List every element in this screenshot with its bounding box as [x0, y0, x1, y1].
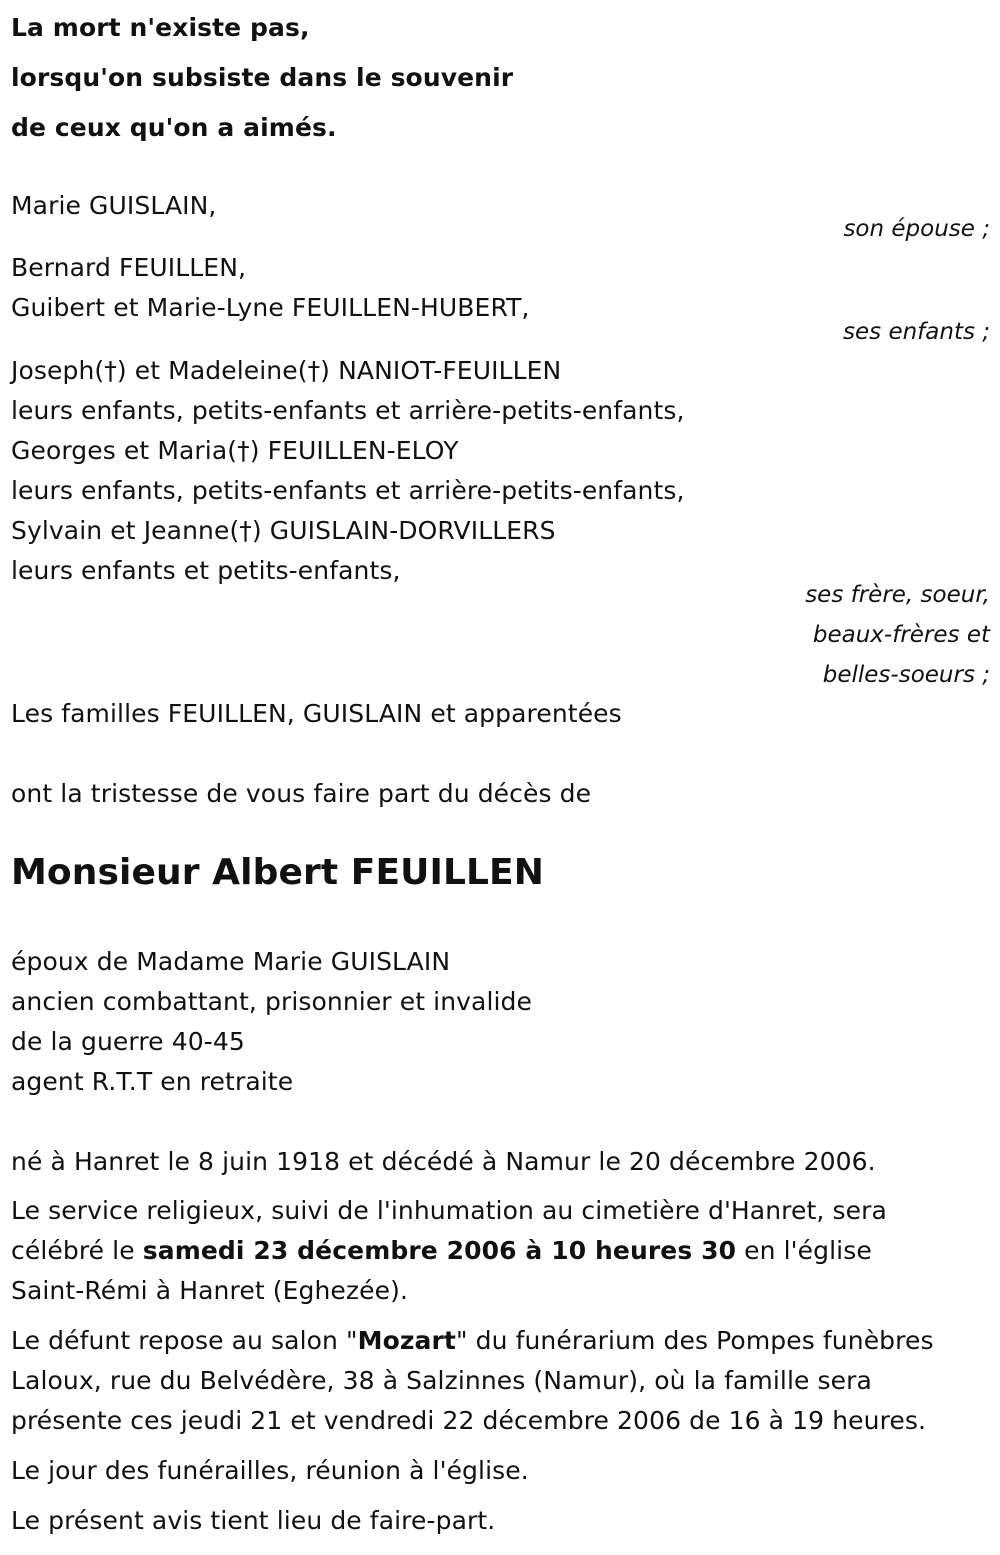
repose-post: " du funérarium des Pompes funèbres: [455, 1326, 934, 1355]
sibling-1-descendants: leurs enfants, petits-enfants et arrière-petits-enfants,: [11, 396, 685, 425]
sibling-2-names: Georges et Maria: [11, 436, 228, 465]
siblings-relation-3: belles-soeurs ;: [822, 662, 990, 688]
announcement: ont la tristesse de vous faire part du décès de: [11, 779, 592, 808]
repose-line-3: présente ces jeudi 21 et vendredi 22 décembre 2006 de 16 à 19 heures.: [11, 1406, 927, 1435]
deceased-line-1: époux de Madame Marie GUISLAIN: [11, 947, 451, 976]
child-line-1: Bernard FEUILLEN,: [11, 253, 247, 282]
sibling-1-first: Joseph: [11, 356, 95, 385]
children-relation: ses enfants ;: [843, 319, 990, 345]
families-line: Les familles FEUILLEN, GUISLAIN et apparentées: [11, 699, 622, 728]
cross-icon: (†): [227, 436, 260, 465]
service-post: en l'église: [736, 1236, 872, 1265]
sibling-1-second: et Madeleine: [134, 356, 298, 385]
cross-icon: (†): [94, 356, 127, 385]
repose-line-2: Laloux, rue du Belvédère, 38 à Salzinnes (Namur), où la famille sera: [11, 1366, 872, 1395]
deceased-name: Monsieur Albert FEUILLEN: [11, 852, 544, 893]
sibling-line-3: [11, 511, 556, 551]
spouse-relation: son épouse ;: [843, 216, 990, 242]
sibling-3-surname: GUISLAIN-DORVILLERS: [269, 516, 556, 545]
cross-icon: (†): [297, 356, 331, 385]
notice-line: Le présent avis tient lieu de faire-part.: [11, 1506, 496, 1535]
child-line-2: Guibert et Marie-Lyne FEUILLEN-HUBERT,: [11, 293, 530, 322]
sibling-2-descendants: leurs enfants, petits-enfants et arrière-petits-enfants,: [11, 476, 685, 505]
sibling-line-1: [11, 351, 561, 391]
sibling-1-surname: NANIOT-FEUILLEN: [338, 356, 562, 385]
deceased-line-4: agent R.T.T en retraite: [11, 1067, 294, 1096]
birth-death-line: né à Hanret le 8 juin 1918 et décédé à Namur le 20 décembre 2006.: [11, 1147, 876, 1176]
sibling-3-names: Sylvain et Jeanne: [11, 516, 230, 545]
reunion-line: Le jour des funérailles, réunion à l'église.: [11, 1456, 529, 1485]
cross-icon: (†): [229, 516, 262, 545]
spouse-name: Marie GUISLAIN,: [11, 191, 217, 220]
siblings-relation-1: ses frère, soeur,: [805, 582, 990, 608]
deceased-line-3: de la guerre 40-45: [11, 1027, 245, 1056]
siblings-relation-2: beaux-frères et: [812, 622, 990, 648]
service-date: samedi 23 décembre 2006 à 10 heures 30: [142, 1236, 737, 1265]
quote-line-1: La mort n'existe pas,: [11, 13, 310, 42]
service-line-1: Le service religieux, suivi de l'inhumation au cimetière d'Hanret, sera: [11, 1196, 887, 1225]
service-pre: célébré le: [11, 1236, 143, 1265]
repose-line-1: [11, 1321, 934, 1361]
quote-line-3: de ceux qu'on a aimés.: [11, 113, 337, 142]
salon-name: Mozart: [357, 1326, 456, 1355]
deceased-line-2: ancien combattant, prisonnier et invalide: [11, 987, 533, 1016]
service-line-2: [11, 1231, 872, 1271]
quote-line-2: lorsqu'on subsiste dans le souvenir: [11, 63, 514, 92]
sibling-3-descendants: leurs enfants et petits-enfants,: [11, 556, 401, 585]
service-line-3: Saint-Rémi à Hanret (Eghezée).: [11, 1276, 408, 1305]
sibling-line-2: [11, 431, 459, 471]
repose-pre: Le défunt repose au salon ": [11, 1326, 358, 1355]
sibling-2-surname: FEUILLEN-ELOY: [267, 436, 459, 465]
